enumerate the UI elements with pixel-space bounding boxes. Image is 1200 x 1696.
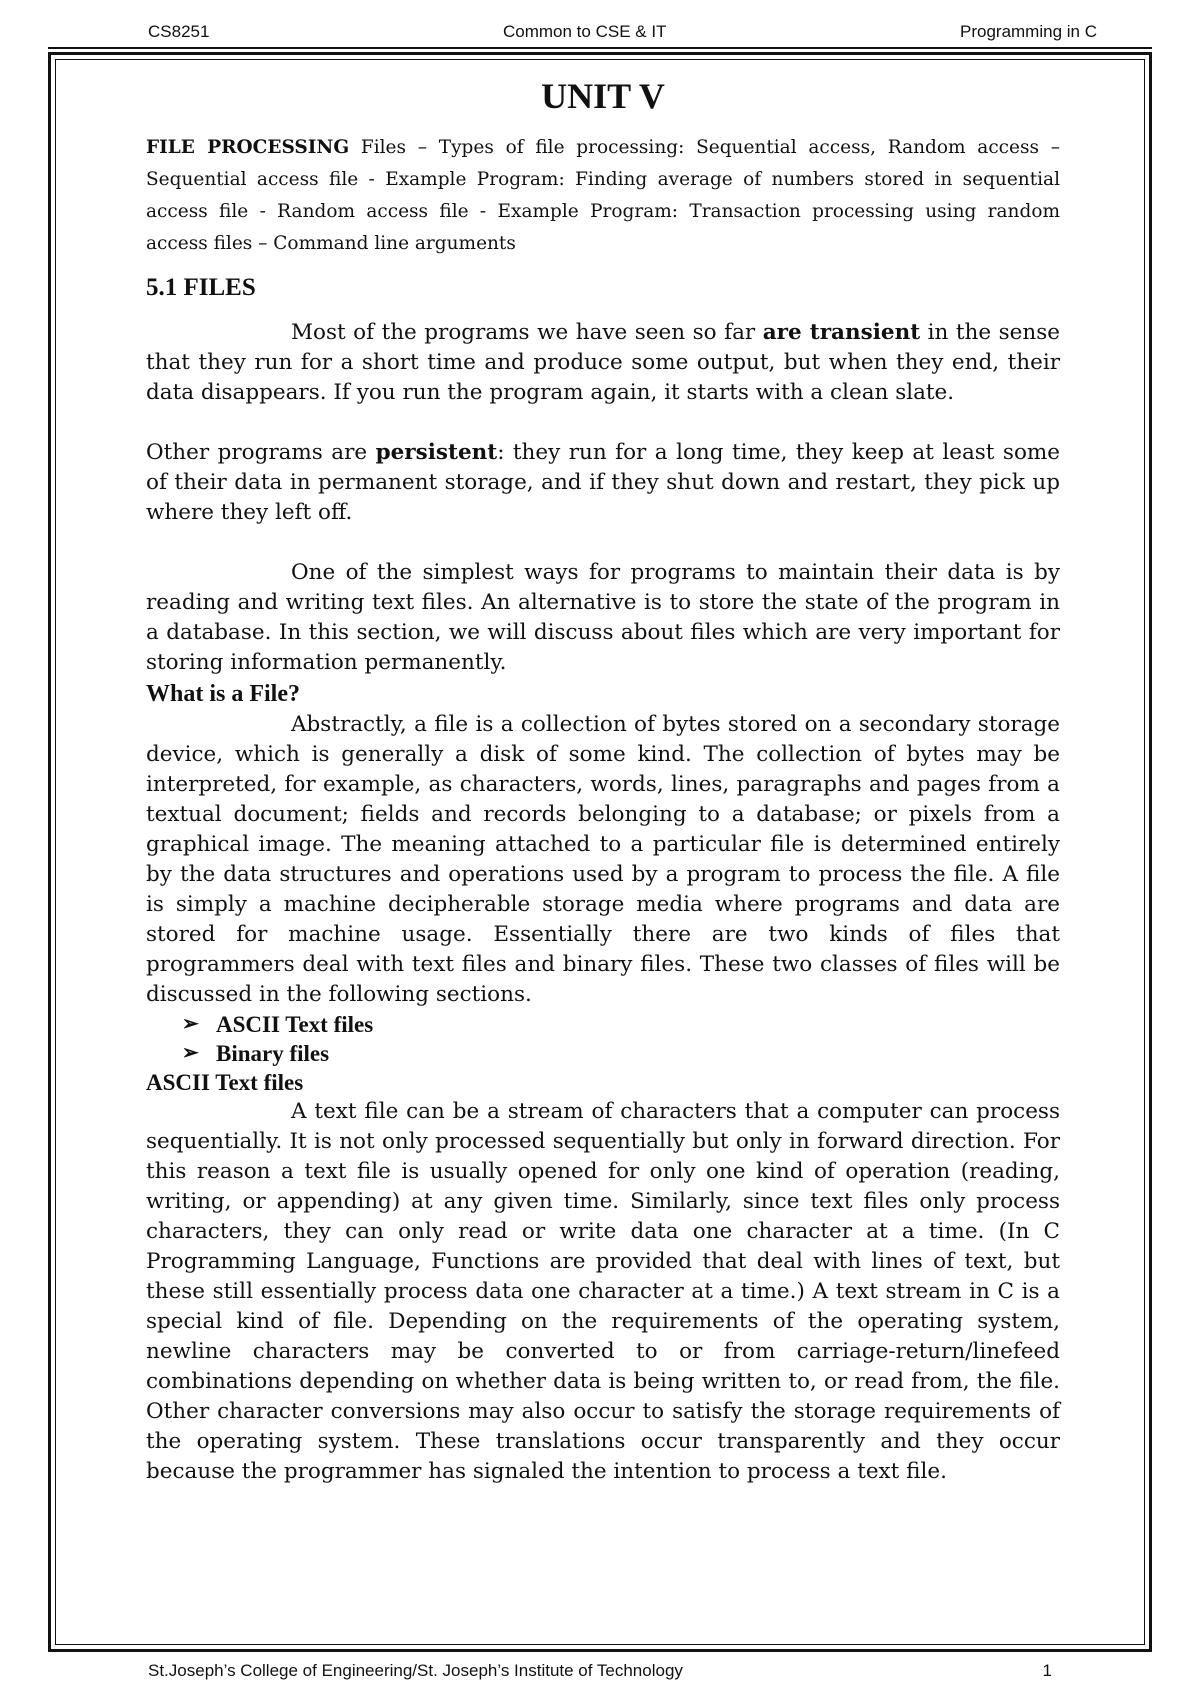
arrowhead-bullet-icon: ➢ — [182, 1013, 199, 1035]
ascii-heading: ASCII Text files — [146, 1070, 304, 1095]
header-rule — [48, 47, 1152, 49]
institution-name: St.Joseph’s College of Engineering/St. Joseph’s Institute of Technology — [148, 1661, 683, 1680]
arrowhead-bullet-icon: ➢ — [182, 1042, 199, 1064]
term-transient: are transient — [762, 320, 921, 345]
course-code: CS8251 — [148, 22, 210, 41]
page-footer — [148, 1660, 1052, 1682]
syllabus-label: FILE PROCESSING — [146, 137, 350, 158]
file-types-list — [146, 1010, 1060, 1068]
syllabus — [146, 132, 1060, 260]
what-is-file-heading: What is a File? — [146, 681, 300, 707]
paragraph-persistent: Other programs are persistent: they run for a long time, they keep at least some of their data in permanent storage, and if they shut down and restart, they pick up where they left off. — [146, 440, 1060, 525]
paragraph-transient: Most of the programs we have seen so far are transient in the sense that they run for a short time and produce some output, but when they end, their data disappears. If you run the program again, it starts with a clean slate. — [146, 320, 1060, 405]
audience: Common to CSE & IT — [503, 22, 667, 41]
page-content — [146, 70, 1060, 1487]
section-heading: 5.1 FILES — [146, 274, 256, 301]
page-header — [148, 22, 1097, 44]
syllabus-text: Files – Types of file processing: Sequential access, Random access – Sequential access file - Example Program: Finding average of numbers stored in sequential access file - Random access file - Example Program: Transaction processing using random access files – Command line arguments — [146, 137, 1060, 254]
paragraph-what-is-file: Abstractly, a file is a collection of bytes stored on a secondary storage device, which is generally a disk of some kind. The collection of bytes may be interpreted, for example, as characters, words, lines, paragraphs and pages from a textual document; fields and records belonging to a database; or pixels from a graphical image. The meaning attached to a particular file is determined entirely by the data structures and operations used by a program to process the file. A file is simply a machine decipherable storage media where programs and data are stored for machine usage. Essentially there are two kinds of files that programmers deal with text files and binary files. These two classes of files will be discussed in the following sections. — [146, 712, 1060, 1007]
paragraph-storage: One of the simplest ways for programs to maintain their data is by reading and writing text files. An alternative is to store the state of the program in a database. In this section, we will discuss about files which are very important for storing information permanently. — [146, 560, 1060, 675]
list-item: ➢ ASCII Text files — [182, 1012, 374, 1037]
unit-title: UNIT V — [541, 76, 665, 116]
subject-name: Programming in C — [960, 22, 1097, 41]
page-number: 1 — [1042, 1661, 1052, 1680]
list-item: ➢ Binary files — [182, 1041, 330, 1066]
paragraph-ascii: A text file can be a stream of characters that a computer can process sequentially. It is not only processed sequentially but only in forward direction. For this reason a text file is usually opened for only one kind of operation (reading, writing, or appending) at any given time. Similarly, since text files only process characters, they can only read or write data one character at a time. (In C Programming Language, Functions are provided that deal with lines of text, but these still essentially process data one character at a time.) A text stream in C is a special kind of file. Depending on the requirements of the operating system, newline characters may be converted to or from carriage-return/linefeed combinations depending on whether data is being written to, or read from, the file. Other character conversions may also occur to satisfy the storage requirements of the operating system. These translations occur transparently and they occur because the programmer has signaled the intention to process a text file. — [146, 1099, 1060, 1484]
term-persistent: persistent — [375, 440, 498, 465]
